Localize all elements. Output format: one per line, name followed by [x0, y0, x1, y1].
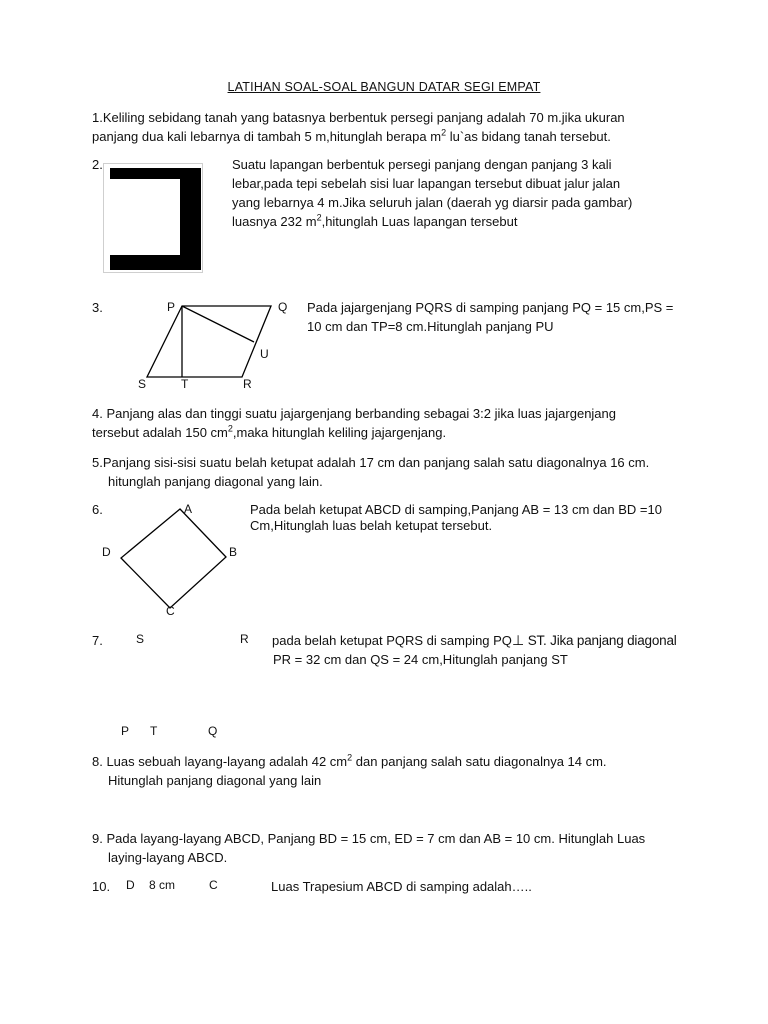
q2-line4a: luasnya 232 m: [232, 214, 317, 229]
q6-number: 6.: [92, 502, 103, 517]
q5-line2: hitunglah panjang diagonal yang lain.: [108, 474, 323, 489]
q3-number: 3.: [92, 300, 103, 315]
q4-superscript: 2: [227, 423, 233, 434]
q7-line2: PR = 32 cm dan QS = 24 cm,Hitunglah panjang ST: [273, 652, 568, 667]
q6-line1: Pada belah ketupat ABCD di samping,Panjang AB = 13 cm dan BD =10: [250, 502, 662, 517]
q6-label-A: A: [184, 502, 193, 516]
q7-label-R: R: [240, 632, 249, 646]
q1-superscript: 2: [441, 127, 447, 138]
q2-number: 2.: [92, 157, 103, 172]
q8-superscript: 2: [347, 752, 353, 763]
q6-label-B: B: [229, 545, 238, 559]
q10-number: 10.: [92, 879, 111, 894]
q6-line2: Cm,Hitunglah luas belah ketupat tersebut.: [250, 518, 493, 533]
q3-segment-PU: [182, 306, 254, 342]
q8-line1b: dan panjang salah satu diagonalnya 14 cm.: [352, 754, 607, 769]
q6-rhombus: [121, 509, 226, 608]
q8-line2: Hitunglah panjang diagonal yang lain: [108, 773, 322, 788]
q7-line1b: ST. Jika panjang diagonal: [524, 633, 677, 648]
q7-label-T: T: [150, 724, 158, 738]
q3-label-T: T: [181, 377, 189, 391]
q3-label-Q: Q: [278, 300, 288, 314]
q6-label-C: C: [166, 604, 175, 618]
q2-superscript: 2: [316, 212, 322, 223]
q9-line1: 9. Pada layang-layang ABCD, Panjang BD = 15 cm, ED = 7 cm dan AB = 10 cm. Hitunglah Luas: [92, 831, 646, 846]
q3-label-R: R: [243, 377, 252, 391]
q3-label-P: P: [167, 300, 176, 314]
q2-line3: yang lebarnya 4 m.Jika seluruh jalan (daerah yg diarsir pada gambar): [232, 195, 633, 210]
q10-text: Luas Trapesium ABCD di samping adalah…..: [271, 879, 532, 894]
q2-line2: lebar,pada tepi sebelah sisi luar lapangan tersebut dibuat jalur jalan: [232, 176, 621, 191]
q10-length-DC: 8 cm: [149, 878, 176, 892]
q1-line1: 1.Keliling sebidang tanah yang batasnya berbentuk persegi panjang adalah 70 m.jika ukuran: [92, 110, 625, 125]
q1-line2b: lu`as bidang tanah tersebut.: [446, 129, 611, 144]
q3-label-S: S: [138, 377, 147, 391]
q1-line2a: panjang dua kali lebarnya di tambah 5 m,hitunglah berapa m: [92, 129, 442, 144]
q10-label-D: D: [126, 878, 135, 892]
q7-label-P: P: [121, 724, 130, 738]
q2-line4b: ,hitunglah Luas lapangan tersebut: [321, 214, 518, 229]
q9-line2: laying-layang ABCD.: [108, 850, 228, 865]
q7-label-S: S: [136, 632, 145, 646]
q3-label-U: U: [260, 347, 269, 361]
q7-line1a: pada belah ketupat PQRS di samping PQ: [272, 633, 512, 648]
q5-line1: 5.Panjang sisi-sisi suatu belah ketupat adalah 17 cm dan panjang salah satu diagonalnya 16 cm.: [92, 455, 650, 470]
q7-line1: [272, 631, 677, 651]
q10-label-C: C: [209, 878, 218, 892]
q2-line1: Suatu lapangan berbentuk persegi panjang dengan panjang 3 kali: [232, 157, 612, 172]
q7-number: 7.: [92, 633, 103, 648]
perpendicular-symbol: ⊥: [511, 633, 525, 649]
q3-line1: Pada jajargenjang PQRS di samping panjang PQ = 15 cm,PS =: [307, 300, 674, 315]
q4-line2a: tersebut adalah 150 cm: [92, 425, 228, 440]
q7-label-Q: Q: [208, 724, 218, 738]
q4-line2: [92, 423, 446, 442]
q4-line2b: ,maka hitunglah keliling jajargenjang.: [232, 425, 447, 440]
q8-line1: [92, 752, 607, 771]
q4-line1: 4. Panjang alas dan tinggi suatu jajargenjang berbanding sebagai 3:2 jika luas jajargenjang: [92, 406, 616, 421]
q8-line1a: 8. Luas sebuah layang-layang adalah 42 cm: [92, 754, 348, 769]
page-title: LATIHAN SOAL-SOAL BANGUN DATAR SEGI EMPAT: [227, 80, 541, 94]
q6-label-D: D: [102, 545, 111, 559]
q3-line2: 10 cm dan TP=8 cm.Hitunglah panjang PU: [307, 319, 554, 334]
